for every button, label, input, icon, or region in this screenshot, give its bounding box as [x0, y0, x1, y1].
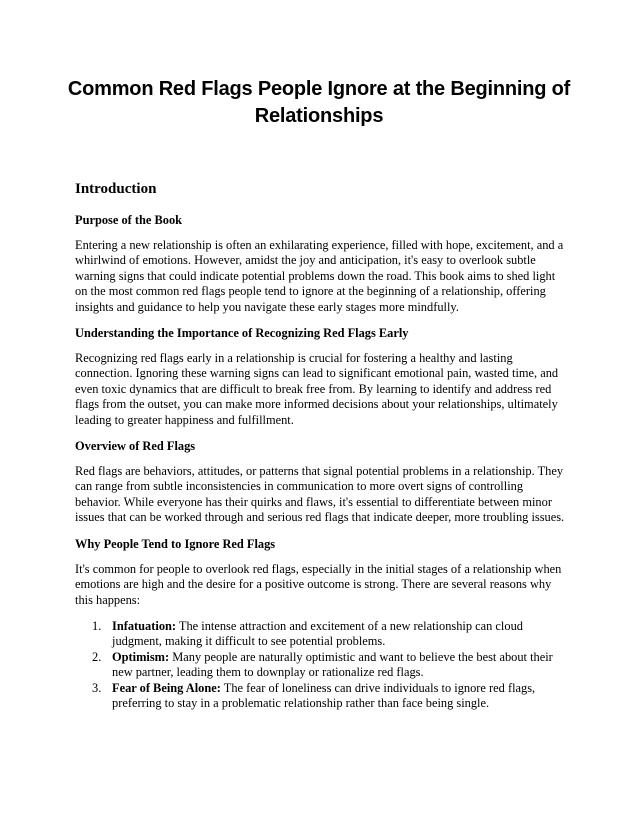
section-heading: Overview of Red Flags [75, 439, 196, 454]
section-paragraph: Entering a new relationship is often an exhilarating experience, filled with hope, excitement, and a whirlwind of emotions. However, amidst the joy and anticipation, it's easy to overlook subtle warning signs that could indicate potential problems down the road. This book aims to shed light on the most common red flags people tend to ignore at the beginning of a relationship, offering insights and guidance to help you navigate these early stages more mindfully. [75, 238, 564, 314]
list-item-term: Optimism: [112, 649, 170, 664]
document-body [75, 180, 568, 711]
section-heading: Understanding the Importance of Recognizing Red Flags Early [75, 326, 409, 341]
list-item-text: The intense attraction and excitement of a new relationship can cloud judgment, making it difficult to see potential problems. [112, 618, 523, 649]
list-item-text: The fear of loneliness can drive individuals to ignore red flags, preferring to stay in a problematic relationship rather than face being single. [112, 680, 536, 710]
section-paragraph: Red flags are behaviors, attitudes, or patterns that signal potential problems in a relationship. They can range from subtle inconsistencies in communication to more overt signs of controlling behavior. While everyone has their quirks and flaws, it's essential to differentiate between minor issues that can be worked through and serious red flags that indicate deeper, more troubling issues. [75, 464, 565, 525]
list-item-number: 2. [92, 649, 102, 664]
section-paragraph: Recognizing red flags early in a relationship is crucial for fostering a healthy and lasting connection. Ignoring these warning signs can lead to significant emotional pain, wasted time, and even toxic dynamics that are difficult to break free from. By learning to identify and address red flags from the outset, you can make more informed decisions about your relationships, ultimately leading to greater happiness and fulfillment. [75, 351, 559, 427]
section-overview [75, 439, 568, 537]
reasons-list [75, 619, 568, 711]
list-item-number: 3. [92, 680, 102, 695]
list-item-term: Infatuation: [112, 618, 177, 633]
section-why-ignore [75, 537, 568, 712]
list-item [92, 680, 568, 712]
section-heading: Purpose of the Book [75, 213, 183, 227]
section-heading: Why People Tend to Ignore Red Flags [75, 536, 276, 551]
section-paragraph: It's common for people to overlook red flags, especially in the initial stages of a relationship when emotions are high and the desire for a positive outcome is strong. There are several reasons why this happens: [75, 561, 562, 607]
list-item [92, 649, 568, 681]
document-title: Common Red Flags People Ignore at the Beginning of Relationships [67, 78, 571, 127]
list-item-number: 1. [92, 618, 102, 633]
chapter-heading: Introduction [75, 181, 157, 197]
section-importance [75, 326, 568, 439]
list-item [92, 618, 568, 650]
list-item-term: Fear of Being Alone: [112, 680, 221, 695]
list-item-text: Many people are naturally optimistic and want to believe the best about their new partner, leading them to downplay or rationalize red flags. [112, 649, 553, 680]
section-purpose [75, 213, 568, 326]
